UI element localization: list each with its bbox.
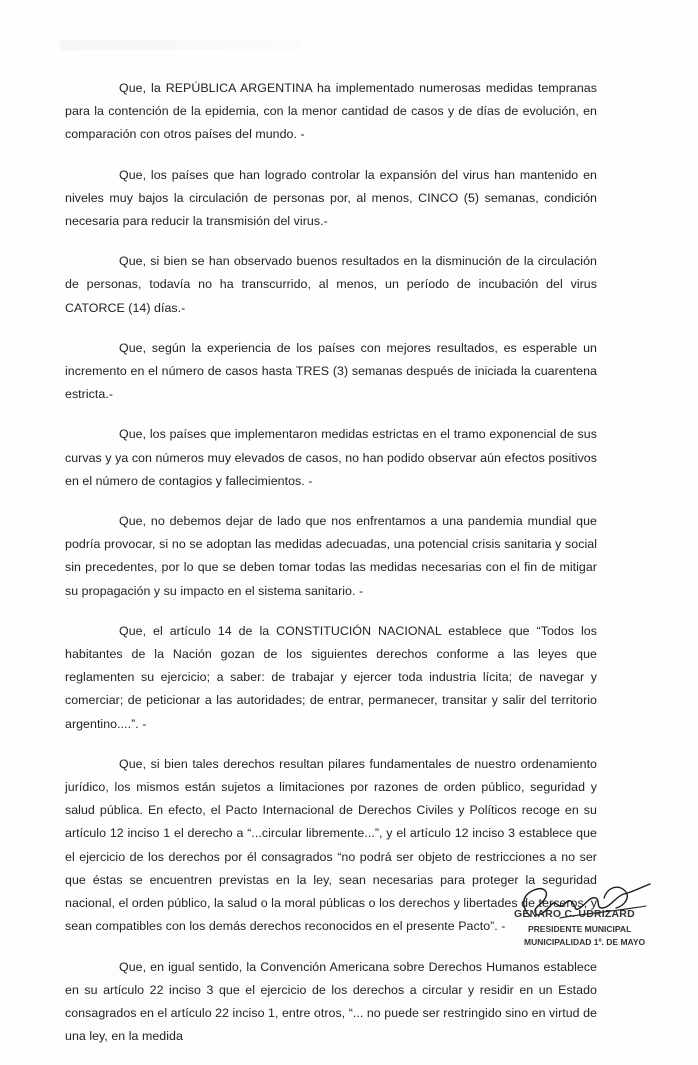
stamp-organization: MUNICIPALIDAD 1º. DE MAYO [524, 937, 646, 947]
paragraph: Que, si bien tales derechos resultan pilares fundamentales de nuestro ordenamiento jurídico, los mismos están sujetos a limitaciones por razones de orden público, seguridad y salud pública. En efecto, el Pacto Internacional de Derechos Civiles y Políticos recoge en su artículo 12 inciso 1 el derecho a “...circular libremente...”, y el artículo 12 inciso 3 establece que el ejercicio de los derechos por él consagrados “no podrá ser objeto de restricciones a no ser que éstas se encuentren previstas en la ley, sean necesarias para proteger la seguridad nacional, el orden público, la salud o la moral públicas o los derechos y libertades de terceros, y sean compatibles con los demás derechos reconocidos en el presente Pacto”. - [65, 756, 597, 934]
faint-header-mark [60, 40, 300, 50]
signature-stamp [492, 878, 672, 958]
paragraph: Que, no debemos dejar de lado que nos enfrentamos a una pandemia mundial que podría provocar, si no se adoptan las medidas adecuadas, una potencial crisis sanitaria y social sin precedentes, por lo que se deben tomar todas las medidas necesarias con el fin de mitigar su propagación y su impacto en el sistema sanitario. - [65, 514, 597, 598]
stamp-title: PRESIDENTE MUNICIPAL [528, 924, 632, 934]
paragraph: Que, si bien se han observado buenos resultados en la disminución de la circulación de personas, todavía no ha transcurrido, al menos, un período de incubación del virus CATORCE (14) días.- [65, 254, 597, 315]
paragraph: Que, en igual sentido, la Convención Americana sobre Derechos Humanos establece en su artículo 22 inciso 3 que el ejercicio de los derechos a circular y residir en un Estado consagrados en el artículo 22 inciso 1, entre otros, “... no puede ser restringido sino en virtud de una ley, en la medida [65, 959, 597, 1044]
paragraph: Que, los países que han logrado controlar la expansión del virus han mantenido en niveles muy bajos la circulación de personas por, al menos, CINCO (5) semanas, condición necesaria para reducir la transmisión del virus.- [65, 167, 597, 229]
paragraph: Que, el artículo 14 de la CONSTITUCIÓN NACIONAL establece que “Todos los habitantes de la Nación gozan de los siguientes derechos conforme a las leyes que reglamenten su ejercicio; a saber: de trabajar y ejercer toda industria lícita; de navegar y comerciar; de peticionar a las autoridades; de entrar, permanecer, transitar y salir del territorio argentino....”. - [65, 623, 597, 731]
paragraph: Que, los países que implementaron medidas estrictas en el tramo exponencial de sus curvas y ya con números muy elevados de casos, no han podido observar aún efectos positivos en el número de contagios y fallecimientos. - [65, 427, 597, 488]
paragraph: Que, según la experiencia de los países con mejores resultados, es esperable un incremento en el número de casos hasta TRES (3) semanas después de iniciada la cuarentena estricta.- [65, 340, 597, 402]
paragraph: Que, la REPÚBLICA ARGENTINA ha implementado numerosas medidas tempranas para la contención de la epidemia, con la menor cantidad de casos y de días de evolución, en comparación con otros países del mundo. - [65, 81, 597, 142]
stamp-name: GENARO C. UDRIZARD [514, 908, 635, 920]
